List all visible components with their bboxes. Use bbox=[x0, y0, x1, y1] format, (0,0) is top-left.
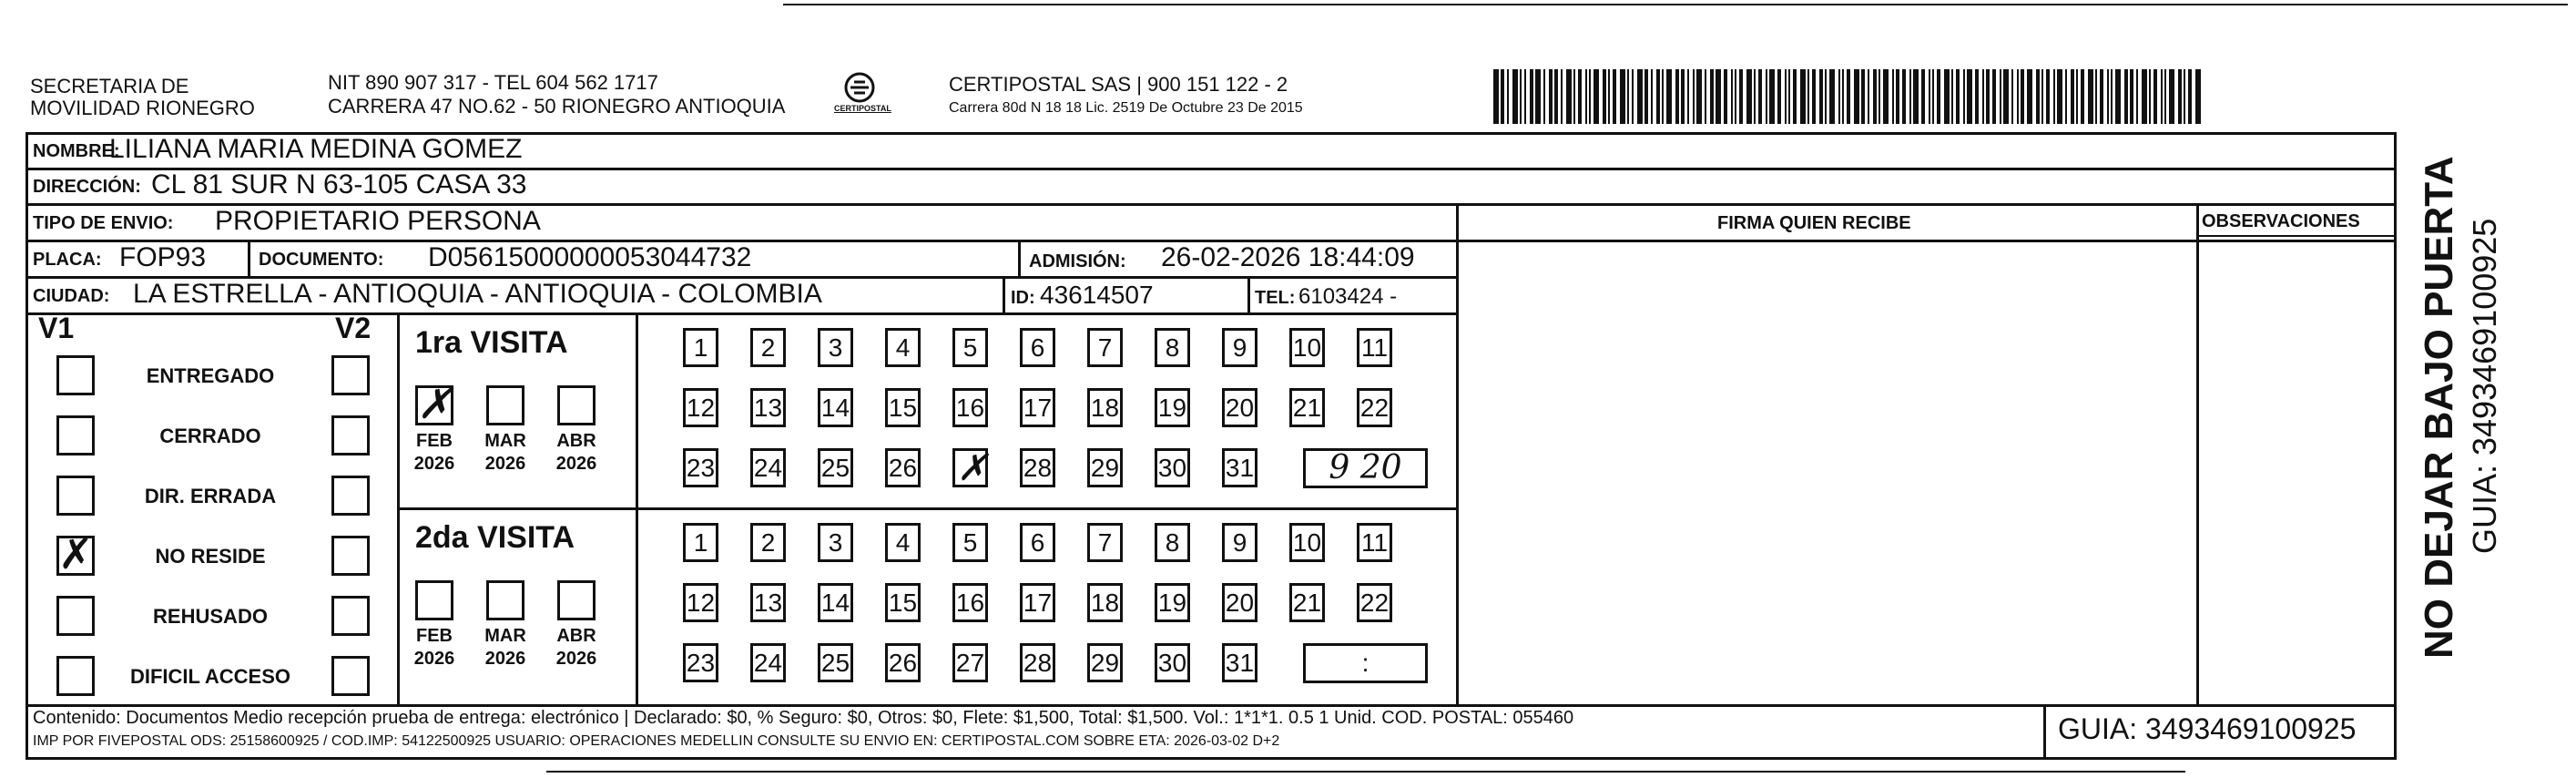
barcode-bar bbox=[2027, 69, 2032, 124]
day-box[interactable]: 29 bbox=[1087, 643, 1123, 682]
time-box[interactable]: 9 20 bbox=[1303, 448, 1428, 488]
month-year: 2026 bbox=[555, 454, 597, 474]
day-box[interactable]: 30 bbox=[1155, 448, 1190, 487]
month-name: FEB bbox=[416, 431, 453, 451]
day-box[interactable]: 16 bbox=[952, 583, 988, 622]
barcode-bar bbox=[2142, 69, 2147, 124]
status-label: DIR. ERRADA bbox=[144, 485, 277, 507]
barcode-bar bbox=[1868, 69, 1869, 124]
barcode-bar bbox=[1956, 69, 1960, 124]
barcode-bar bbox=[1975, 69, 1979, 124]
day-box[interactable]: 22 bbox=[1357, 583, 1392, 622]
day-box[interactable]: 12 bbox=[683, 388, 718, 427]
status-label: REHUSADO bbox=[153, 605, 268, 628]
courier-line1: CERTIPOSTAL SAS | 900 151 122 - 2 bbox=[949, 73, 1288, 96]
barcode-bar bbox=[1731, 69, 1733, 124]
barcode-bar bbox=[1932, 69, 1934, 124]
barcode-bar bbox=[2153, 69, 2157, 124]
direccion-value: CL 81 SUR N 63-105 CASA 33 bbox=[151, 169, 527, 200]
barcode-bar bbox=[2124, 69, 2128, 124]
day-box[interactable]: 3 bbox=[818, 523, 853, 562]
barcode-bar bbox=[1589, 69, 1591, 124]
status-label: NO RESIDE bbox=[155, 545, 266, 568]
barcode-bar bbox=[2188, 69, 2192, 124]
barcode-bar bbox=[1861, 69, 1865, 124]
month-name: MAR bbox=[484, 626, 526, 646]
barcode-bar bbox=[1873, 69, 1877, 124]
day-box[interactable]: 15 bbox=[885, 388, 921, 427]
barcode-bar bbox=[1716, 69, 1721, 124]
barcode-bar bbox=[1724, 69, 1727, 124]
visits-mid-line bbox=[397, 507, 1459, 510]
barcode-bar bbox=[2161, 69, 2163, 124]
barcode-bar bbox=[2111, 69, 2113, 124]
barcode-bar bbox=[1838, 69, 1840, 124]
day-box[interactable]: 17 bbox=[1020, 388, 1055, 427]
address-line: CARRERA 47 NO.62 - 50 RIONEGRO ANTIOQUIA bbox=[328, 95, 786, 118]
barcode-bar bbox=[2057, 69, 2062, 124]
barcode-bar bbox=[1746, 69, 1752, 124]
col-placa-sep bbox=[248, 240, 250, 278]
barcode-bar bbox=[1929, 69, 1930, 124]
barcode-bar bbox=[1524, 69, 1526, 124]
day-box[interactable]: 1 bbox=[683, 523, 718, 562]
barcode-bar bbox=[2130, 69, 2133, 124]
day-box[interactable]: 19 bbox=[1155, 583, 1190, 622]
day-box[interactable]: 9 bbox=[1222, 328, 1257, 367]
v1-checkbox[interactable] bbox=[56, 656, 95, 696]
day-box[interactable]: 10 bbox=[1289, 523, 1325, 562]
day-box[interactable]: 5 bbox=[952, 328, 988, 367]
month-checkbox[interactable] bbox=[415, 580, 453, 620]
month-name: FEB bbox=[416, 626, 453, 646]
barcode-bar bbox=[2169, 69, 2174, 124]
side-guia: GUIA: 3493469100925 bbox=[2466, 218, 2503, 554]
barcode-bar bbox=[1705, 69, 1706, 124]
barcode-bar bbox=[1921, 69, 1925, 124]
day-box[interactable]: 31 bbox=[1222, 448, 1257, 487]
side-title: NO DEJAR BAJO PUERTA bbox=[2417, 156, 2461, 659]
barcode-bar bbox=[2195, 69, 2201, 124]
barcode-bar bbox=[1603, 69, 1606, 124]
month-name: MAR bbox=[484, 431, 526, 451]
day-box[interactable]: 14 bbox=[818, 388, 853, 427]
barcode-bar bbox=[1883, 69, 1889, 124]
barcode-bar bbox=[1777, 69, 1781, 124]
barcode-bar bbox=[1632, 69, 1634, 124]
barcode-bar bbox=[1982, 69, 1984, 124]
visit-title: 1ra VISITA bbox=[415, 325, 568, 360]
barcode-bar bbox=[1913, 69, 1919, 124]
barcode-bar bbox=[1896, 69, 1899, 124]
barcode-bar bbox=[1793, 69, 1797, 124]
day-box[interactable]: 28 bbox=[1020, 448, 1055, 487]
barcode-bar bbox=[2065, 69, 2067, 124]
barcode-bar bbox=[2184, 69, 2185, 124]
day-box[interactable]: 11 bbox=[1357, 523, 1392, 562]
placa-value: FOP93 bbox=[119, 242, 207, 272]
day-box[interactable]: 29 bbox=[1087, 448, 1123, 487]
barcode-bar bbox=[2095, 69, 2097, 124]
barcode-bar bbox=[2178, 69, 2182, 124]
barcode-bar bbox=[1530, 69, 1533, 124]
barcode-bar bbox=[2136, 69, 2138, 124]
day-box[interactable] bbox=[952, 448, 988, 487]
v2-checkbox[interactable] bbox=[331, 596, 370, 636]
barcode-bar bbox=[1819, 69, 1823, 124]
day-box[interactable]: 12 bbox=[683, 583, 718, 622]
month-year: 2026 bbox=[413, 649, 455, 669]
month-name: ABR bbox=[556, 431, 596, 451]
v1-checkbox[interactable] bbox=[56, 596, 95, 636]
barcode-bar bbox=[1507, 69, 1509, 124]
barcode-bar bbox=[1739, 69, 1743, 124]
barcode-bar bbox=[1825, 69, 1827, 124]
id-label: ID: bbox=[1011, 288, 1035, 308]
barcode-bar bbox=[2036, 69, 2040, 124]
x-mark-icon: ✗ bbox=[417, 379, 453, 428]
v1-checkbox[interactable] bbox=[56, 415, 95, 456]
day-box[interactable]: 5 bbox=[952, 523, 988, 562]
id-value: 43614507 bbox=[1040, 281, 1154, 309]
barcode-bar bbox=[1769, 69, 1775, 124]
ciudad-value: LA ESTRELLA - ANTIOQUIA - ANTIOQUIA - COLOMBIA bbox=[133, 279, 822, 309]
footer-guia-sep bbox=[2043, 704, 2046, 759]
barcode-bar bbox=[1585, 69, 1587, 124]
barcode-bar bbox=[1662, 69, 1664, 124]
barcode-bar bbox=[1627, 69, 1629, 124]
tel-label: TEL: bbox=[1255, 288, 1296, 308]
nombre-label: NOMBRE: bbox=[33, 141, 120, 161]
barcode-bar bbox=[1651, 69, 1653, 124]
day-box[interactable]: 15 bbox=[885, 583, 921, 622]
barcode-bar bbox=[2149, 69, 2151, 124]
footer-contenido: Contenido: Documentos Medio recepción prueba de entrega: electrónico | Declarado: $0, % Seguro: $0, Otros: $0, Flete: $1,500, Total: $1,500. Vol.: 1*1*1. 0.5 1 Unid. COD. POSTAL: 055460 bbox=[33, 708, 1574, 728]
barcode-bar bbox=[1554, 69, 1558, 124]
day-box[interactable]: 21 bbox=[1289, 583, 1325, 622]
month-checkbox[interactable] bbox=[415, 379, 453, 428]
v1-checkbox[interactable] bbox=[56, 355, 95, 395]
footer-imp: IMP POR FIVEPOSTAL ODS: 25158600925 / COD.IMP: 54122500925 USUARIO: OPERACIONES MEDELLIN CONSULTE SU ENVIO EN: CERTIPOSTAL.COM SOBRE ETA: 2026-03-02 D+2 bbox=[33, 733, 1280, 749]
v1-label: V1 bbox=[38, 312, 75, 344]
v2-label: V2 bbox=[335, 312, 372, 344]
barcode-bar bbox=[1944, 69, 1950, 124]
day-box[interactable]: 3 bbox=[818, 328, 853, 367]
barcode-bar bbox=[2076, 69, 2078, 124]
barcode-bar bbox=[1854, 69, 1859, 124]
barcode-bar bbox=[1549, 69, 1553, 124]
barcode-bar bbox=[2017, 69, 2019, 124]
barcode-bar bbox=[1937, 69, 1940, 124]
barcode-bar bbox=[1992, 69, 1996, 124]
barcode-bar bbox=[1573, 69, 1575, 124]
barcode-bar bbox=[1501, 69, 1504, 124]
row-line-6 bbox=[25, 704, 2397, 707]
barcode-bar bbox=[1687, 69, 1689, 124]
day-box[interactable]: 7 bbox=[1087, 523, 1123, 562]
barcode-bar bbox=[1754, 69, 1756, 124]
day-box[interactable]: 21 bbox=[1289, 388, 1325, 427]
barcode-bar bbox=[2100, 69, 2103, 124]
barcode-bar bbox=[1666, 69, 1672, 124]
x-mark-icon: ✗ bbox=[58, 529, 94, 578]
v2-checkbox[interactable] bbox=[331, 415, 370, 456]
issuer-line1: SECRETARIA DE bbox=[30, 75, 189, 97]
month-checkbox[interactable] bbox=[486, 580, 524, 620]
day-box[interactable]: 18 bbox=[1087, 388, 1123, 427]
day-box[interactable]: 4 bbox=[885, 523, 921, 562]
month-checkbox[interactable] bbox=[557, 580, 596, 620]
documento-label: DOCUMENTO: bbox=[259, 250, 384, 270]
certipostal-logo-icon bbox=[832, 67, 887, 122]
day-box[interactable]: 23 bbox=[683, 643, 718, 682]
barcode-bar bbox=[1710, 69, 1714, 124]
month-year: 2026 bbox=[484, 454, 526, 474]
barcode-bar bbox=[1493, 69, 1499, 124]
barcode-bar bbox=[2003, 69, 2009, 124]
day-box[interactable]: 16 bbox=[952, 388, 988, 427]
day-box[interactable]: 28 bbox=[1020, 643, 1055, 682]
barcode-bar bbox=[2021, 69, 2024, 124]
certipostal-logo bbox=[832, 67, 887, 122]
barcode-bar bbox=[1812, 69, 1816, 124]
tel-value: 6103424 - bbox=[1298, 284, 1398, 309]
barcode-bar bbox=[1788, 69, 1790, 124]
logo-text: CERTIPOSTAL bbox=[834, 104, 891, 113]
status-label: ENTREGADO bbox=[146, 364, 275, 387]
barcode-bar bbox=[1656, 69, 1660, 124]
tipo-envio-label: TIPO DE ENVIO: bbox=[33, 213, 174, 233]
barcode-bar bbox=[1520, 69, 1522, 124]
firma-area[interactable] bbox=[1459, 239, 2194, 703]
day-box[interactable]: 25 bbox=[818, 643, 853, 682]
col-admision-sep bbox=[1018, 240, 1021, 278]
nombre-value: LILIANA MARIA MEDINA GOMEZ bbox=[109, 134, 523, 164]
day-box[interactable]: 6 bbox=[1020, 523, 1055, 562]
observaciones-header: OBSERVACIONES bbox=[2202, 211, 2360, 231]
v1-checkbox[interactable] bbox=[56, 529, 95, 578]
barcode-bar bbox=[2053, 69, 2055, 124]
v2-checkbox[interactable] bbox=[331, 536, 370, 576]
placa-label: PLACA: bbox=[33, 250, 102, 270]
barcode-bar bbox=[1566, 69, 1572, 124]
barcode-bar bbox=[1800, 69, 1806, 124]
day-box[interactable]: 22 bbox=[1357, 388, 1392, 427]
day-box[interactable]: 18 bbox=[1087, 583, 1123, 622]
barcode-bar bbox=[2046, 69, 2050, 124]
tipo-envio-value: PROPIETARIO PERSONA bbox=[215, 206, 541, 236]
barcode-bar bbox=[1847, 69, 1850, 124]
barcode-bar bbox=[2071, 69, 2074, 124]
day-box[interactable]: 23 bbox=[683, 448, 718, 487]
barcode-bar bbox=[1963, 69, 1965, 124]
barcode-bar bbox=[2107, 69, 2109, 124]
day-box[interactable]: 4 bbox=[885, 328, 921, 367]
frame-left bbox=[25, 132, 28, 760]
courier-line2: Carrera 80d N 18 18 Lic. 2519 De Octubre 23 De 2015 bbox=[949, 100, 1303, 116]
x-mark-icon: ✗ bbox=[957, 447, 988, 489]
ciudad-label: CIUDAD: bbox=[33, 286, 110, 306]
day-box[interactable]: 13 bbox=[750, 583, 786, 622]
v2-checkbox[interactable] bbox=[331, 656, 370, 696]
barcode-bar bbox=[1807, 69, 1809, 124]
day-box[interactable]: 24 bbox=[750, 643, 786, 682]
day-box[interactable]: 11 bbox=[1357, 328, 1392, 367]
barcode-bar bbox=[1986, 69, 1990, 124]
day-box[interactable]: 2 bbox=[750, 523, 786, 562]
barcode-bar bbox=[1644, 69, 1648, 124]
day-box[interactable]: 17 bbox=[1020, 583, 1055, 622]
barcode-bar bbox=[1892, 69, 1894, 124]
barcode-bar bbox=[1696, 69, 1702, 124]
top-rule bbox=[783, 4, 2568, 5]
admision-value: 26-02-2026 18:44:09 bbox=[1161, 242, 1415, 272]
barcode-bar bbox=[1902, 69, 1906, 124]
day-box[interactable]: 1 bbox=[683, 328, 718, 367]
barcode-bar bbox=[1543, 69, 1545, 124]
barcode-bar bbox=[2000, 69, 2001, 124]
frame-right bbox=[2394, 132, 2397, 760]
barcode-icon bbox=[1493, 69, 2222, 124]
month-year: 2026 bbox=[413, 454, 455, 474]
visit-title: 2da VISITA bbox=[415, 520, 575, 555]
day-box[interactable]: 6 bbox=[1020, 328, 1055, 367]
barcode-bar bbox=[1637, 69, 1643, 124]
row-line-5 bbox=[25, 312, 1458, 315]
day-box[interactable]: 26 bbox=[885, 643, 921, 682]
barcode-bar bbox=[1613, 69, 1616, 124]
barcode-bar bbox=[1758, 69, 1762, 124]
barcode-bar bbox=[1675, 69, 1679, 124]
barcode-bar bbox=[1512, 69, 1518, 124]
day-box[interactable]: 27 bbox=[952, 643, 988, 682]
barcode-bar bbox=[1681, 69, 1685, 124]
barcode-bar bbox=[2081, 69, 2084, 124]
month-year: 2026 bbox=[555, 649, 597, 669]
barcode-bar bbox=[1967, 69, 1972, 124]
barcode-bar bbox=[1951, 69, 1953, 124]
barcode-bar bbox=[1842, 69, 1844, 124]
day-box[interactable]: 10 bbox=[1289, 328, 1325, 367]
firma-header: FIRMA QUIEN RECIBE bbox=[1717, 213, 1911, 233]
day-box[interactable]: 26 bbox=[885, 448, 921, 487]
barcode-bar bbox=[1693, 69, 1695, 124]
issuer-line2: MOVILIDAD RIONEGRO bbox=[30, 97, 255, 119]
barcode-bar bbox=[1535, 69, 1541, 124]
direccion-label: DIRECCIÓN: bbox=[33, 177, 141, 197]
day-box[interactable]: 31 bbox=[1222, 643, 1257, 682]
barcode-bar bbox=[2011, 69, 2013, 124]
day-box[interactable]: 20 bbox=[1222, 583, 1257, 622]
month-name: ABR bbox=[556, 626, 596, 646]
barcode-bar bbox=[2041, 69, 2043, 124]
barcode-bar bbox=[1578, 69, 1582, 124]
barcode-bar bbox=[1879, 69, 1880, 124]
status-label: DIFICIL ACCESO bbox=[129, 665, 290, 688]
barcode-bar bbox=[1561, 69, 1563, 124]
barcode-bar bbox=[1620, 69, 1625, 124]
barcode-bar bbox=[1909, 69, 1911, 124]
bottom-rule bbox=[546, 771, 2185, 773]
barcode-bar bbox=[1829, 69, 1835, 124]
observaciones-area[interactable] bbox=[2199, 239, 2393, 703]
day-box[interactable]: 8 bbox=[1155, 328, 1190, 367]
day-box[interactable]: 9 bbox=[1222, 523, 1257, 562]
month-year: 2026 bbox=[484, 649, 526, 669]
day-box[interactable]: 8 bbox=[1155, 523, 1190, 562]
barcode-bar bbox=[1593, 69, 1599, 124]
right-header-line bbox=[2196, 235, 2397, 237]
day-box[interactable]: 30 bbox=[1155, 643, 1190, 682]
barcode-bar bbox=[2088, 69, 2093, 124]
barcode-bar bbox=[1735, 69, 1736, 124]
day-box[interactable]: 20 bbox=[1222, 388, 1257, 427]
v2-checkbox[interactable] bbox=[331, 355, 370, 395]
documento-value: D05615000000053044732 bbox=[428, 242, 752, 272]
day-box[interactable]: 25 bbox=[818, 448, 853, 487]
frame-bottom bbox=[25, 757, 2397, 760]
day-box[interactable]: 13 bbox=[750, 388, 786, 427]
v1-checkbox[interactable] bbox=[56, 476, 95, 516]
col-tel-sep bbox=[1247, 276, 1250, 314]
day-box[interactable]: 19 bbox=[1155, 388, 1190, 427]
day-box[interactable]: 2 bbox=[750, 328, 786, 367]
barcode-bar bbox=[1785, 69, 1787, 124]
status-label: CERRADO bbox=[159, 425, 261, 447]
day-box[interactable]: 14 bbox=[818, 583, 853, 622]
barcode-bar bbox=[2164, 69, 2166, 124]
footer-guia: GUIA: 3493469100925 bbox=[2058, 712, 2357, 745]
month-checkbox[interactable] bbox=[486, 385, 524, 425]
barcode-bar bbox=[1766, 69, 1767, 124]
day-box[interactable]: 7 bbox=[1087, 328, 1123, 367]
day-box[interactable]: 24 bbox=[750, 448, 786, 487]
v2-checkbox[interactable] bbox=[331, 476, 370, 516]
nit-line: NIT 890 907 317 - TEL 604 562 1717 bbox=[328, 71, 658, 94]
admision-label: ADMISIÓN: bbox=[1029, 251, 1126, 271]
barcode-bar bbox=[2115, 69, 2121, 124]
month-checkbox[interactable] bbox=[557, 385, 596, 425]
col-id-sep bbox=[1003, 276, 1005, 314]
time-box[interactable]: : bbox=[1303, 643, 1428, 683]
barcode-bar bbox=[1608, 69, 1610, 124]
